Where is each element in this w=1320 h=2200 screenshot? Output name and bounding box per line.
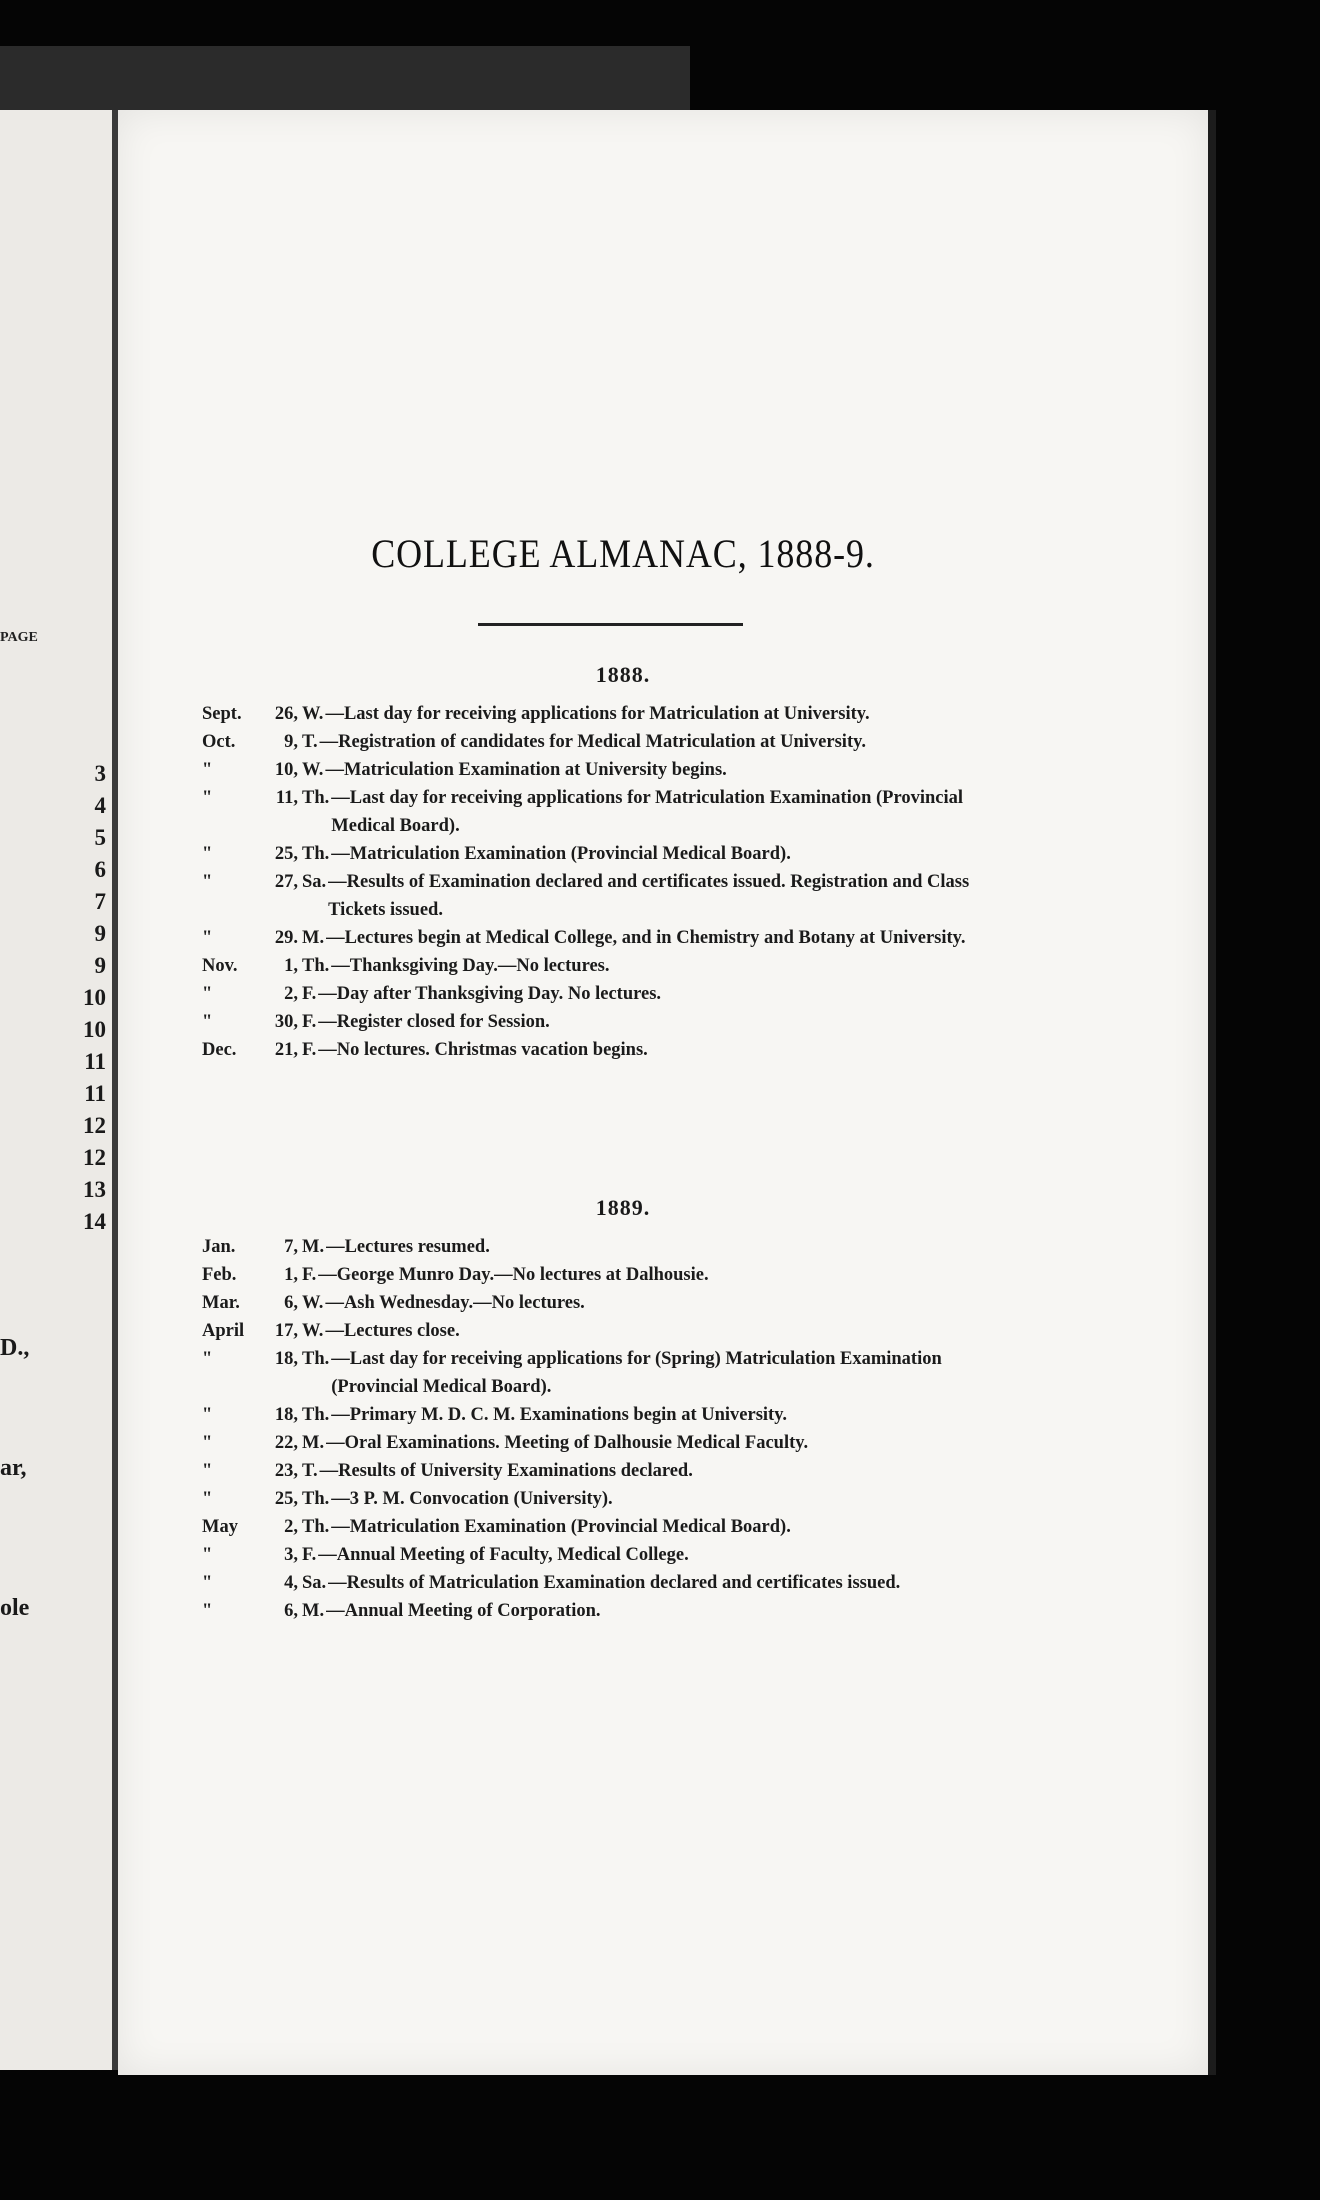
almanac-entry <box>202 1401 1022 1429</box>
entry-month: " <box>202 844 213 864</box>
almanac-entry <box>202 1541 1022 1569</box>
text-fragment: D., <box>0 1335 30 1361</box>
almanac-entry <box>202 1233 1022 1261</box>
entry-text: —George Munro Day.—No lectures at Dalhousie. <box>318 1265 709 1285</box>
entry-weekday: Sa. <box>302 872 327 892</box>
entry-month: " <box>202 1573 213 1593</box>
almanac-entry <box>202 1457 1022 1485</box>
entry-weekday: W. <box>302 1293 324 1313</box>
entry-day: 18, <box>274 1349 298 1369</box>
entry-text: —3 P. M. Convocation (University). <box>331 1489 613 1509</box>
entry-text: —Results of Matriculation Examination declared and certificates issued. <box>328 1573 901 1593</box>
entry-month: " <box>202 1461 213 1481</box>
almanac-entry <box>202 980 1022 1008</box>
almanac-entry <box>202 1317 1022 1345</box>
entry-day: 1, <box>284 1265 298 1285</box>
entry-day: 9, <box>284 732 298 752</box>
almanac-entry <box>202 1261 1022 1289</box>
page-number-column <box>83 758 106 1238</box>
entry-day: 30, <box>274 1012 298 1032</box>
almanac-entry <box>202 840 1022 868</box>
entry-month: Dec. <box>202 1040 237 1060</box>
entry-month: April <box>202 1321 245 1341</box>
title-rule <box>478 623 743 626</box>
page-number: 12 <box>83 1145 106 1170</box>
entry-weekday: Th. <box>302 844 330 864</box>
entry-weekday: F. <box>302 1040 317 1060</box>
entry-month: " <box>202 1433 213 1453</box>
entry-text: —Thanksgiving Day.—No lectures. <box>331 956 610 976</box>
text-fragment: ar, <box>0 1455 27 1481</box>
entry-day: 6, <box>284 1601 298 1621</box>
almanac-entry <box>202 1513 1022 1541</box>
almanac-entry <box>202 756 1022 784</box>
page-number: 9 <box>94 953 106 978</box>
entry-day: 18, <box>274 1405 298 1425</box>
almanac-entry <box>202 728 1022 756</box>
entry-month: May <box>202 1517 238 1537</box>
page-number: 10 <box>83 985 106 1010</box>
entry-day: 25, <box>274 1489 298 1509</box>
entry-weekday: F. <box>302 1012 317 1032</box>
entry-day: 3, <box>284 1545 298 1565</box>
entry-month: " <box>202 872 213 892</box>
almanac-entry <box>202 1569 1022 1597</box>
entry-weekday: F. <box>302 1265 317 1285</box>
entry-month: " <box>202 1489 213 1509</box>
entry-month: " <box>202 1405 213 1425</box>
entry-weekday: M. <box>302 1601 325 1621</box>
entry-weekday: W. <box>302 760 324 780</box>
almanac-entry <box>202 1036 1022 1064</box>
entry-month: Feb. <box>202 1265 237 1285</box>
entry-weekday: Th. <box>302 956 330 976</box>
entry-month: Mar. <box>202 1293 240 1313</box>
entries-1889 <box>202 1233 1022 1625</box>
entry-weekday: W. <box>302 1321 324 1341</box>
entry-day: 26, <box>274 704 298 724</box>
almanac-page <box>118 110 1216 2075</box>
entry-day: 21, <box>274 1040 298 1060</box>
almanac-entry <box>202 700 1022 728</box>
entry-weekday: Th. <box>302 1405 330 1425</box>
entry-day: 29. <box>274 928 298 948</box>
entry-text: —Annual Meeting of Faculty, Medical College. <box>318 1545 689 1565</box>
page-number: 7 <box>94 889 106 914</box>
entry-day: 1, <box>284 956 298 976</box>
entry-day: 22, <box>274 1433 298 1453</box>
entry-day: 27, <box>274 872 298 892</box>
entry-day: 11, <box>275 788 298 808</box>
entry-day: 2, <box>284 1517 298 1537</box>
entry-weekday: F. <box>302 984 317 1004</box>
entry-text: —No lectures. Christmas vacation begins. <box>318 1040 648 1060</box>
entry-text: —Ash Wednesday.—No lectures. <box>325 1293 585 1313</box>
entry-month: " <box>202 1545 213 1565</box>
entry-weekday: M. <box>302 1237 325 1257</box>
almanac-entry <box>202 1485 1022 1513</box>
entry-weekday: W. <box>302 704 324 724</box>
entry-month: Nov. <box>202 956 238 976</box>
entry-weekday: Th. <box>302 1349 330 1369</box>
page-number: 10 <box>83 1017 106 1042</box>
page-number: 13 <box>83 1177 106 1202</box>
page-number: 11 <box>84 1049 106 1074</box>
entry-day: 10, <box>274 760 298 780</box>
entry-text: —Annual Meeting of Corporation. <box>326 1601 601 1621</box>
section-year-1888: 1888. <box>595 662 651 687</box>
page-number: 9 <box>94 921 106 946</box>
almanac-entry <box>202 1597 1022 1625</box>
entry-text: —Registration of candidates for Medical Matriculation at University. <box>319 732 866 752</box>
entry-month: " <box>202 1349 213 1369</box>
entry-day: 4, <box>284 1573 298 1593</box>
almanac-entry <box>202 784 1022 840</box>
almanac-entry <box>202 868 1022 924</box>
entry-text: —Last day for receiving applications for (Spring) Matriculation Examination (Provincial Medical Board). <box>331 1349 942 1397</box>
page-column-header: PAGE <box>0 630 38 645</box>
entry-month: " <box>202 1012 213 1032</box>
entry-text: —Matriculation Examination at University begins. <box>325 760 727 780</box>
page-number: 11 <box>84 1081 106 1106</box>
page-number: 4 <box>94 793 106 818</box>
entry-text: —Oral Examinations. Meeting of Dalhousie Medical Faculty. <box>326 1433 809 1453</box>
page-number: 12 <box>83 1113 106 1138</box>
almanac-entry <box>202 924 1022 952</box>
almanac-entry <box>202 952 1022 980</box>
entry-weekday: T. <box>302 1461 318 1481</box>
entry-text: —Matriculation Examination (Provincial Medical Board). <box>331 1517 791 1537</box>
entry-month: Jan. <box>202 1237 236 1257</box>
entry-day: 25, <box>274 844 298 864</box>
almanac-entry <box>202 1289 1022 1317</box>
entry-text: —Day after Thanksgiving Day. No lectures. <box>318 984 662 1004</box>
almanac-entry <box>202 1008 1022 1036</box>
entry-month: Sept. <box>202 704 242 724</box>
entry-text: —Register closed for Session. <box>318 1012 550 1032</box>
page-number: 5 <box>94 825 106 850</box>
entry-month: " <box>202 984 213 1004</box>
entry-weekday: M. <box>302 1433 325 1453</box>
entry-day: 2, <box>284 984 298 1004</box>
entry-weekday: T. <box>302 732 318 752</box>
almanac-entry <box>202 1429 1022 1457</box>
entry-month: " <box>202 928 213 948</box>
entry-month: " <box>202 1601 213 1621</box>
entry-day: 17, <box>274 1321 298 1341</box>
entry-day: 23, <box>274 1461 298 1481</box>
page-title: COLLEGE ALMANAC, 1888-9. <box>371 531 875 576</box>
entry-month: " <box>202 760 213 780</box>
entries-1888 <box>202 700 1022 1064</box>
entry-text: —Lectures begin at Medical College, and in Chemistry and Botany at University. <box>326 928 966 948</box>
entry-day: 7, <box>284 1237 298 1257</box>
entry-day: 6, <box>284 1293 298 1313</box>
entry-weekday: M. <box>302 928 325 948</box>
entry-weekday: F. <box>302 1545 317 1565</box>
entry-text: —Lectures close. <box>325 1321 460 1341</box>
entry-text: —Results of University Examinations declared. <box>319 1461 693 1481</box>
page-number: 6 <box>94 857 106 882</box>
entry-text: —Primary M. D. C. M. Examinations begin at University. <box>331 1405 788 1425</box>
entry-weekday: Sa. <box>302 1573 327 1593</box>
entry-text: —Last day for receiving applications for Matriculation at University. <box>325 704 870 724</box>
entry-text: —Lectures resumed. <box>326 1237 490 1257</box>
almanac-entry <box>202 1345 1022 1401</box>
page-number: 14 <box>83 1209 106 1234</box>
text-fragment: ole <box>0 1595 30 1621</box>
section-year-1889: 1889. <box>595 1195 651 1220</box>
film-edge-band <box>0 46 690 116</box>
previous-page-fragment <box>0 110 118 2070</box>
page-number: 3 <box>94 761 106 786</box>
entry-text: —Results of Examination declared and certificates issued. Registration and Class Tickets issued. <box>328 872 970 920</box>
entry-weekday: Th. <box>302 788 330 808</box>
entry-text: —Matriculation Examination (Provincial Medical Board). <box>331 844 791 864</box>
entry-weekday: Th. <box>302 1489 330 1509</box>
entry-weekday: Th. <box>302 1517 330 1537</box>
entry-month: " <box>202 788 213 808</box>
entry-month: Oct. <box>202 732 236 752</box>
entry-text: —Last day for receiving applications for Matriculation Examination (Provincial Medical Board). <box>331 788 963 836</box>
